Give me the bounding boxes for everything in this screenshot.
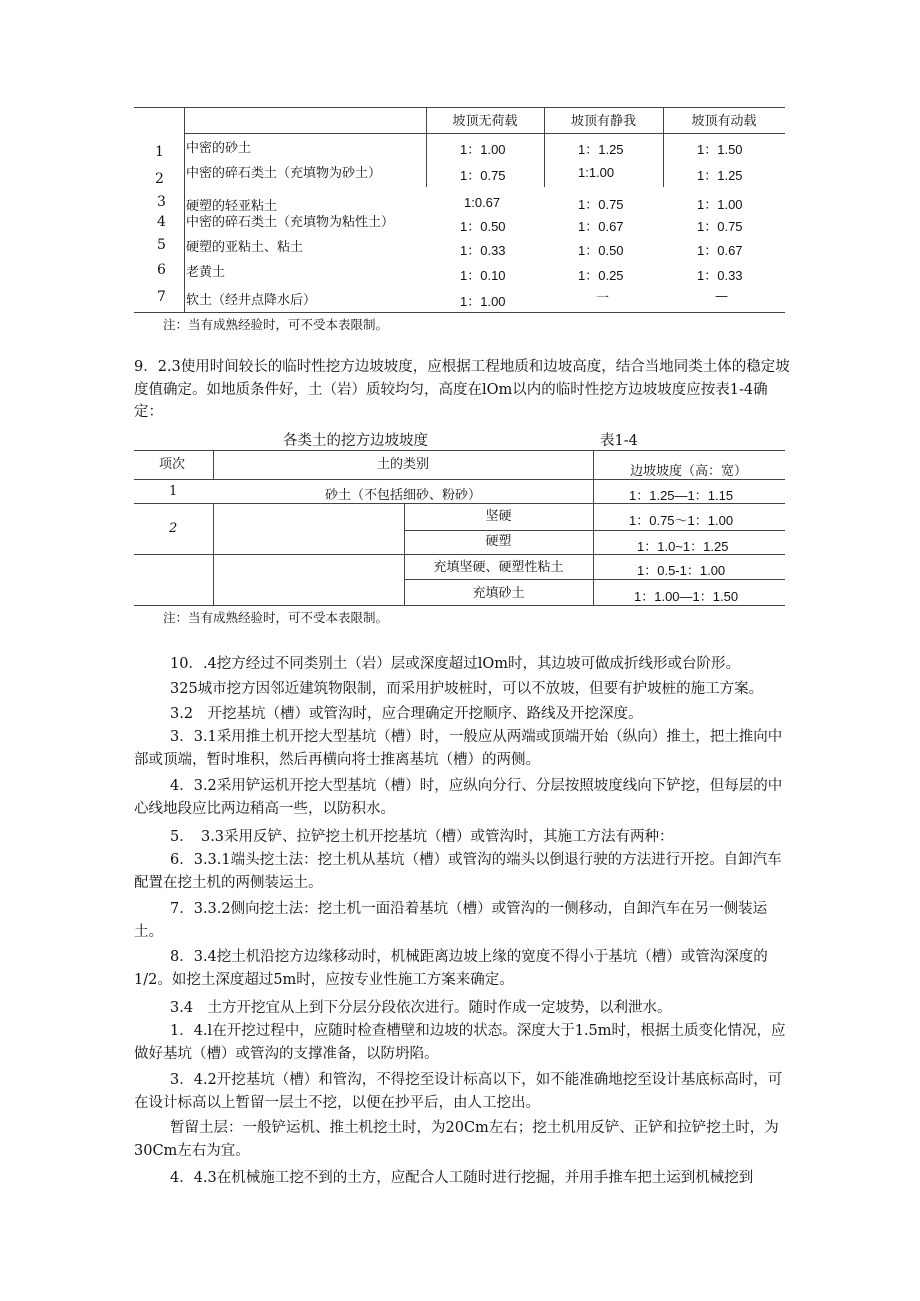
table1-top-border xyxy=(134,107,785,108)
table2-border xyxy=(134,605,785,606)
paragraph-reserved-soil: 暂留土层：一般铲运机、推土机挖土时，为20Cm左右；挖土机用反铲、正铲和拉铲挖土时，为30Cm左右为宜。 xyxy=(134,1120,779,1159)
table2-row-subtype: 充填砂土 xyxy=(472,586,525,601)
table1-cell: 1：1.00 xyxy=(460,142,506,157)
table1-bottom-border xyxy=(134,312,785,313)
paragraph-3-4-2: 3．4.2开挖基坑（槽）和管沟，不得挖至设计标高以下，如不能准确地挖至设计基底标高时，可在设计标高以上暂留一层土不挖，以便在抄平后，由人工挖出。 xyxy=(134,1072,783,1111)
table1-row-name: 硬塑的轻亚粘土 xyxy=(186,199,278,214)
table1-cell: 1：1.00 xyxy=(460,294,506,309)
table2-header-type: 土的类别 xyxy=(376,457,429,472)
table2-row-subtype: 硬塑 xyxy=(485,534,512,549)
table1-row-name: 软土（经井点降水后） xyxy=(186,293,317,308)
table1-row-name: 中密的碎石类土（充填物为粘性土） xyxy=(186,215,395,230)
table2-row-slope: 1：1.25—1：1.15 xyxy=(629,488,734,503)
table1-cell: 1：0.75 xyxy=(697,219,743,234)
table1-row-name: 老黄土 xyxy=(186,265,226,280)
table2-border xyxy=(404,579,785,580)
table2-number: 表1-4 xyxy=(600,433,638,449)
table1-cell: 一 xyxy=(596,291,610,306)
table2-header-slope: 边坡坡度（高：宽） xyxy=(630,464,748,479)
table2-row-slope: 1：0.5-1：1.00 xyxy=(637,563,726,578)
paragraph-10-4: 10．.4挖方经过不同类别土（岩）层或深度超过lOm时，其边坡可做成折线形或台阶形。 xyxy=(170,656,741,672)
table2-row-slope: 1：0.75～1：1.00 xyxy=(629,513,734,528)
table2-row-subtype: 充填坚硬、硬塑性粘土 xyxy=(433,560,564,575)
table1-cell: 1：0.67 xyxy=(697,243,743,258)
table1-cell: 1：0.50 xyxy=(460,219,506,234)
table1-cell: 1：0.67 xyxy=(578,219,624,234)
table1-header-border xyxy=(184,133,785,134)
table2-vline xyxy=(593,450,594,605)
paragraph-3-3-2: 4．3.2采用铲运机开挖大型基坑（槽）时，应纵向分行、分层按照坡度线向下铲挖，但每层的中心线地段应比两边稍高一些，以防积水。 xyxy=(134,778,783,817)
table2-border xyxy=(134,450,785,451)
table1-cell: 1：1.00 xyxy=(697,197,743,212)
table1-cell: 1：1.25 xyxy=(697,168,743,183)
table2-row-slope: 1：1.0~1：1.25 xyxy=(637,539,729,554)
table2-note: 注：当有成熟经验时，可不受本表限制。 xyxy=(163,610,389,625)
table2-vline xyxy=(213,503,214,605)
paragraph-3-4-1: 1．4.l在开挖过程中，应随时检查槽壁和边坡的状态。深度大于1.5m时，根据土质变化情况，应做好基坑（槽）或管沟的支撑准备，以防坍陷。 xyxy=(134,1023,786,1062)
table1-cell: 1：0.75 xyxy=(460,168,506,183)
paragraph-3-3-3-2: 7．3.3.2侧向挖土法：挖土机一面沿着基坑（槽）或管沟的一侧移动，自卸汽车在另一侧装运土。 xyxy=(134,901,768,940)
paragraph-3-3-1: 3．3.1采用推土机开挖大型基坑（槽）时，一般应从两端或顶端开始（纵向）推土，把土推向中部或顶端，暂时堆积，然后再横向将士推离基坑（槽）的两侧。 xyxy=(134,729,783,768)
table1-vline xyxy=(184,107,185,312)
table1-cell: 1：1.25 xyxy=(578,142,624,157)
table1-row-index: 5 xyxy=(157,237,166,253)
table2-row-type: 砂土（不包括细砂、粉砂） xyxy=(324,488,481,503)
table1-cell: 1:1.00 xyxy=(578,165,615,180)
table2-header-index: 项次 xyxy=(159,457,186,472)
table1-row-index: 6 xyxy=(157,262,166,278)
table1-row-name: 中密的碎石类土（充填物为砂土） xyxy=(186,166,382,181)
table1-row-index: 1 xyxy=(155,144,164,160)
table2-row-index: 2 xyxy=(169,521,178,536)
paragraph-3-4-3: 4．4.3在机械施工挖不到的土方，应配合人工随时进行挖掘，并用手推车把土运到机械挖到 xyxy=(170,1170,754,1186)
table2-row-index: 1 xyxy=(169,484,178,499)
table1-header: 坡顶有静我 xyxy=(570,114,636,129)
table1-cell: 1：0.75 xyxy=(578,197,624,212)
table1-row-index: 4 xyxy=(157,214,166,230)
paragraph-3-3-3: 5． 3.3采用反铲、拉铲挖土机开挖基坑（槽）或管沟时，其施工方法有两种： xyxy=(170,829,674,845)
table1-header: 坡顶无荷载 xyxy=(452,114,518,129)
table1-cell: 1：0.10 xyxy=(460,268,506,283)
paragraph-3-3-4: 8．3.4挖土机沿挖方边缘移动时，机械距离边坡上缘的宽度不得小于基坑（槽）或管沟深度的1/2。如挖土深度超过5m时，应按专业性施工方案来确定。 xyxy=(134,949,768,988)
paragraph-3-3-3-1: 6．3.3.1端头挖土法：挖土机从基坑（槽）或管沟的端头以倒退行驶的方法进行开挖。自卸汽车配置在挖土机的两侧装运土。 xyxy=(134,852,782,891)
table1-row-index: 7 xyxy=(157,289,166,305)
table1-header: 坡顶有动载 xyxy=(691,114,757,129)
table1-cell: — xyxy=(715,289,728,304)
table1-cell: 1：0.33 xyxy=(460,243,506,258)
table1-row-index: 2 xyxy=(155,171,164,187)
table1-note: 注：当有成熟经验时，可不受本表限制。 xyxy=(163,317,389,332)
table2-title: 各类土的挖方边坡坡度 xyxy=(283,433,428,449)
table1-cell: 1:0.67 xyxy=(464,195,501,210)
table1-row-name: 硬塑的亚粘土、粘土 xyxy=(186,240,304,255)
table1-cell: 1：0.25 xyxy=(578,268,624,283)
table1-row-name: 中密的砂土 xyxy=(186,141,252,156)
paragraph-325: 325城市挖方因邻近建筑物限制，而采用护坡桩时，可以不放坡，但要有护坡桩的施工方案。 xyxy=(170,681,764,697)
table2-row-subtype: 坚硬 xyxy=(485,509,512,524)
paragraph-3-2: 3.2 开挖基坑（槽）或管沟时，应合理确定开挖顺序、路线及开挖深度。 xyxy=(170,706,643,722)
table1-cell: 1：0.33 xyxy=(697,268,743,283)
table1-cell: 1：0.50 xyxy=(578,243,624,258)
table2-row-slope: 1：1.00—1：1.50 xyxy=(634,589,739,604)
paragraph-9-2-3: 9．2.3使用时间较长的临时性挖方边坡坡度，应根据工程地质和边坡高度，结合当地同类土体的稳定坡度值确定。如地质条件好，土（岩）质较均匀，高度在lOm以内的临时性挖方边坡坡度应按表1-4确定： xyxy=(134,359,790,420)
paragraph-3-4: 3.4 土方开挖宜从上到下分层分段依次进行。随时作成一定坡势，以利泄水。 xyxy=(170,1000,672,1016)
table1-cell: 1：1.50 xyxy=(697,142,743,157)
table1-row-index: 3 xyxy=(157,194,166,210)
table2-border xyxy=(134,479,785,480)
